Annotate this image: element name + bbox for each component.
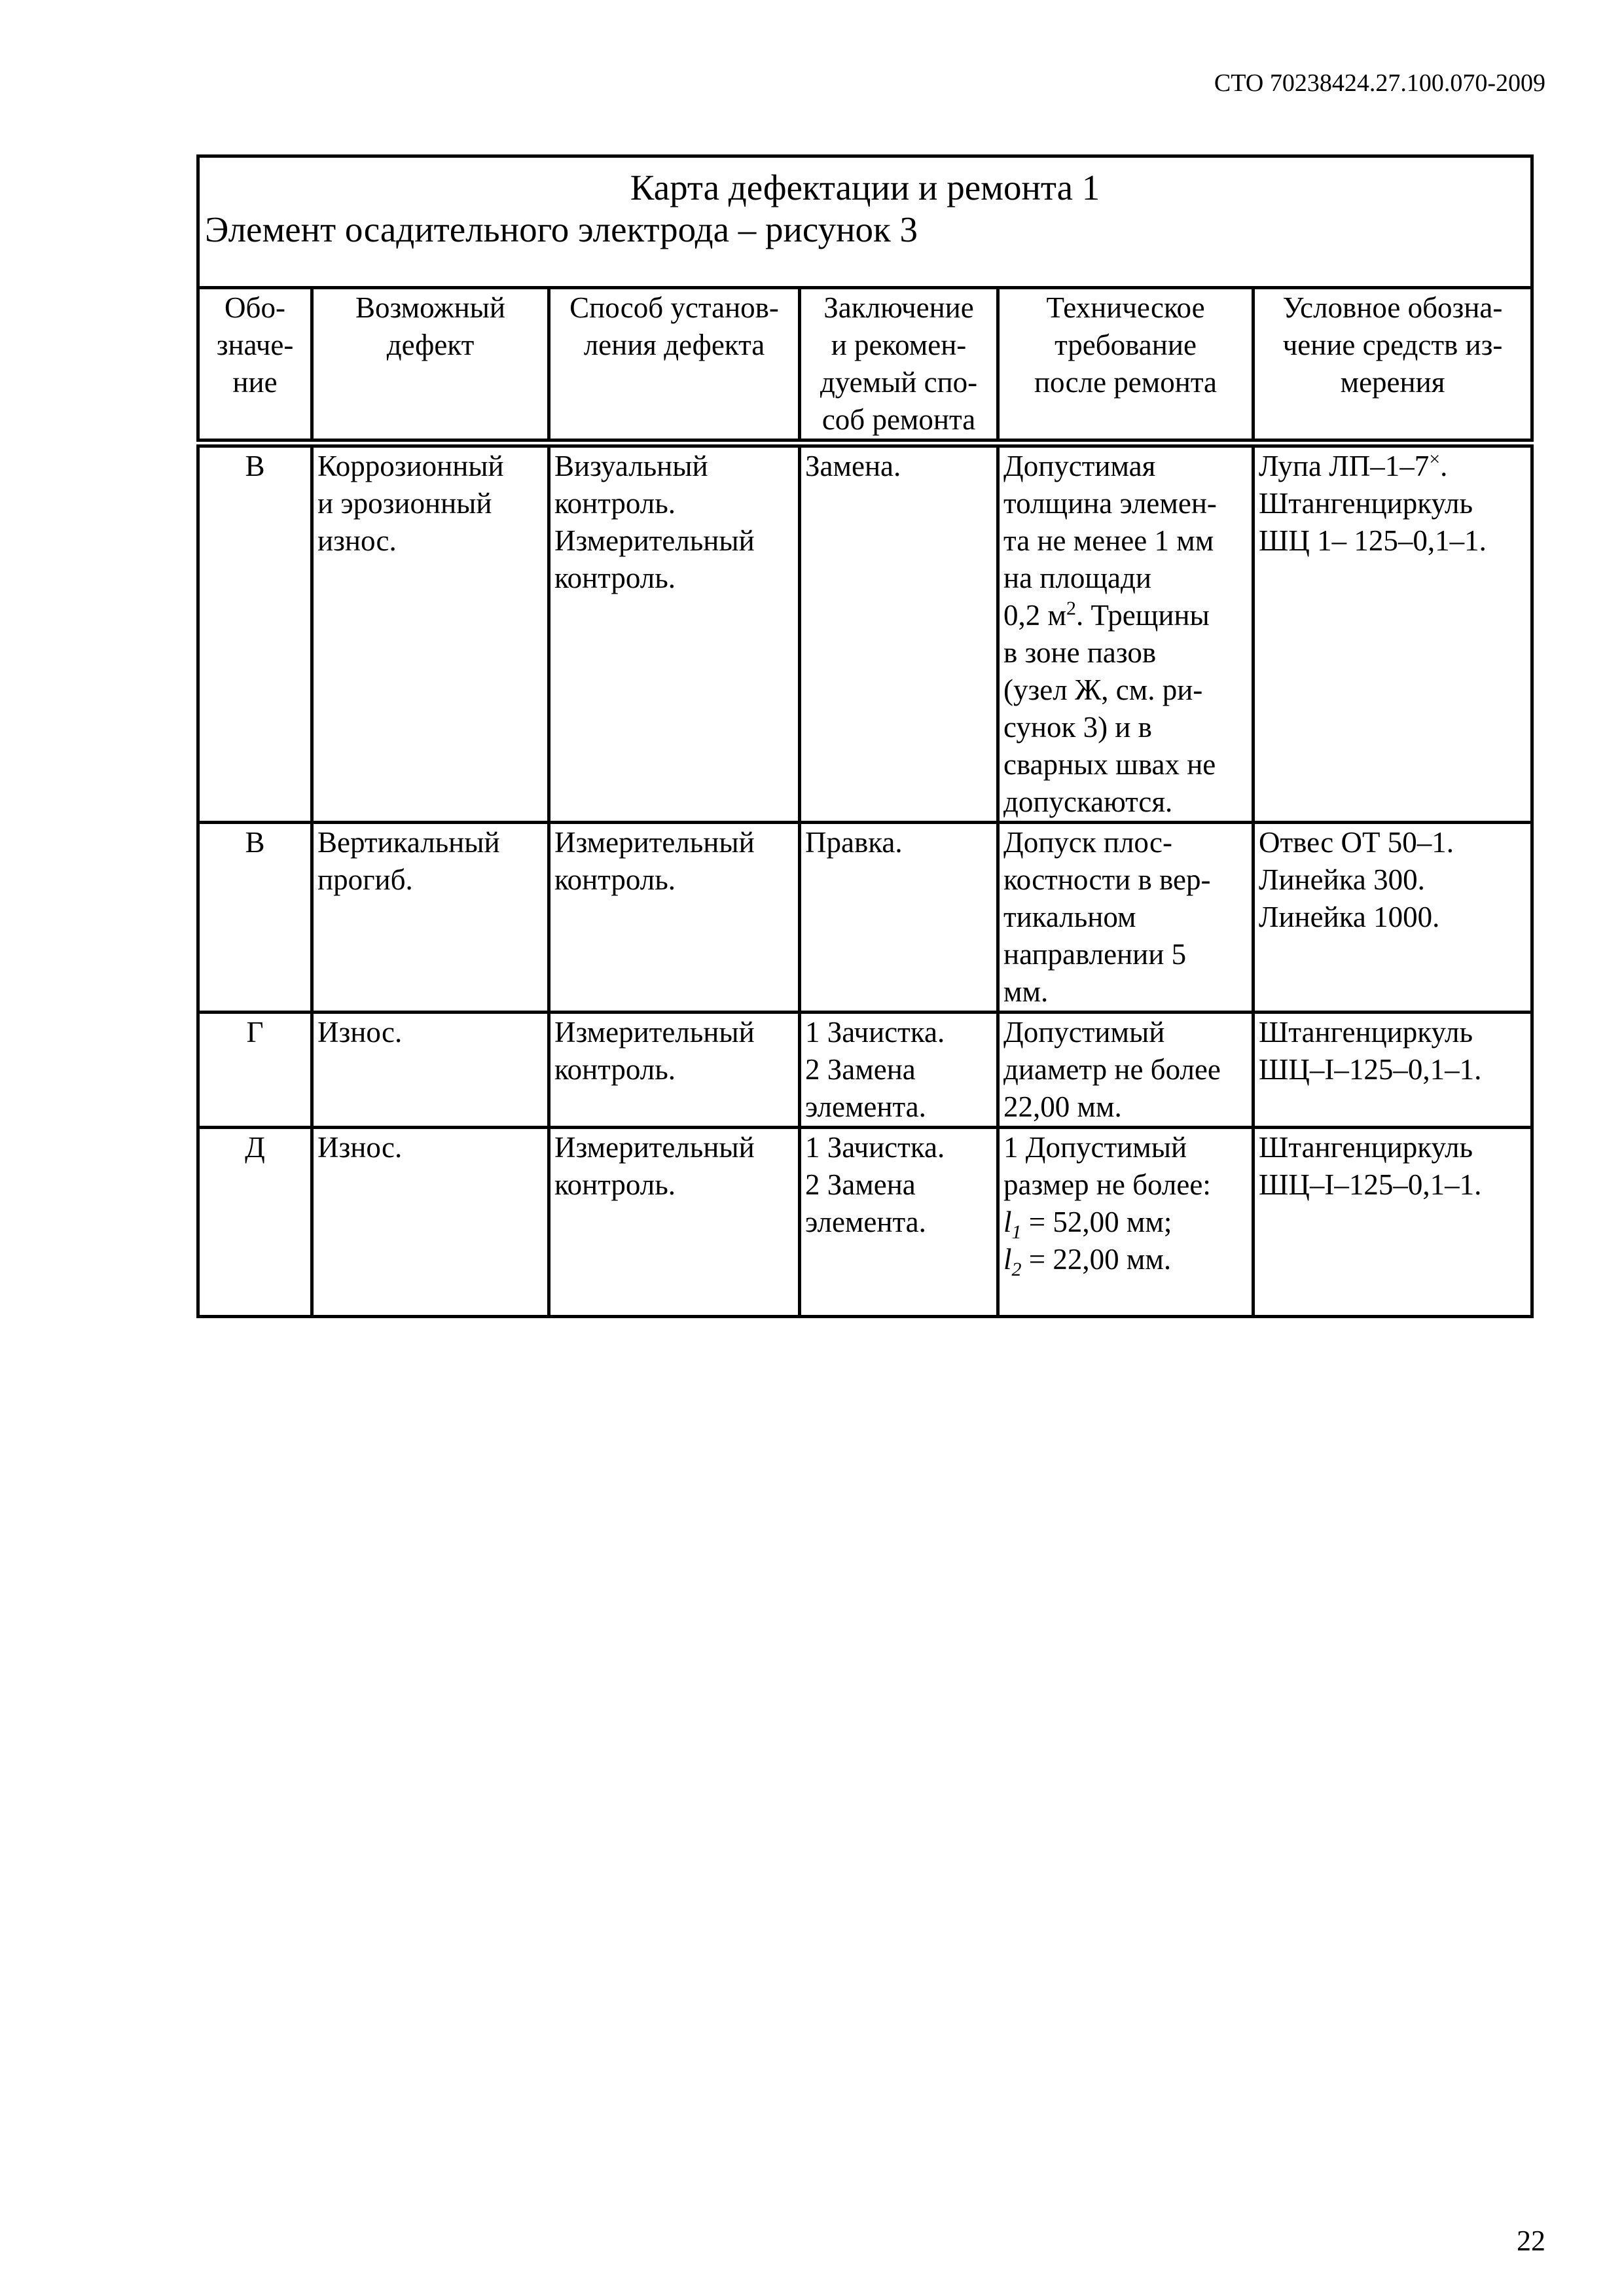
table-row [198,823,1532,1013]
row-requirement: Допустимый диаметр не более 22,00 мм. [998,1013,1254,1128]
column-header-code: Обо- значе- ние [198,288,312,444]
document-code: СТО 70238424.27.100.070-2009 [1214,69,1545,97]
row-requirement: Допуск плос- костности в вер- тикальном направлении 5 мм. [998,823,1254,1013]
row-code: В [198,823,312,1013]
table-row [198,1128,1532,1317]
row-tools: Штангенциркуль ШЦ–I–125–0,1–1. [1254,1128,1532,1317]
row-tools: Лупа ЛП–1–7×. Штангенциркуль ШЦ 1– 125–0,1–1. [1254,443,1532,823]
column-header-repair: Заключение и рекомен- дуемый спо- соб ремонта [800,288,998,444]
row-code: Г [198,1013,312,1128]
row-defect: Износ. [312,1128,549,1317]
row-repair: Замена. [800,443,998,823]
defect-repair-card-table [196,154,1534,1318]
row-requirement: 1 Допустимый размер не более: $l_1 = 52,00$ мм; $l_2 = 22,00$ мм. [998,1128,1254,1317]
row-repair: Правка. [800,823,998,1013]
page-number: 22 [1517,2225,1545,2257]
row-method: Визуальный контроль. Измерительный контроль. [549,443,800,823]
row-code: В [198,443,312,823]
column-header-requirement: Техническое требование после ремонта [998,288,1254,444]
row-tools: Штангенциркуль ШЦ–I–125–0,1–1. [1254,1013,1532,1128]
column-header-tools: Условное обозна- чение средств из- мерения [1254,288,1532,444]
column-header-defect: Возможный дефект [312,288,549,444]
row-defect: Вертикальный прогиб. [312,823,549,1013]
card-title: Карта дефектации и ремонта 1 [630,168,1100,207]
table-row [198,1013,1532,1128]
row-tools: Отвес ОТ 50–1. Линейка 300. Линейка 1000. [1254,823,1532,1013]
card-title-cell [198,156,1532,288]
row-defect: Коррозионный и эрозионный износ. [312,443,549,823]
row-code: Д [198,1128,312,1317]
card-subtitle: Элемент осадительного электрода – рисунок 3 [205,209,918,249]
row-repair: 1 Зачистка. 2 Замена элемента. [800,1013,998,1128]
row-requirement: Допустимая толщина элемен- та не менее 1 мм на площади 0,2 $м^2$. Трещины в зоне пазов (узел Ж, см. ри- сунок 3) и в сварных швах не допускаются. [998,443,1254,823]
table-row [198,443,1532,823]
row-method: Измерительный контроль. [549,823,800,1013]
row-method: Измерительный контроль. [549,1013,800,1128]
row-repair: 1 Зачистка. 2 Замена элемента. [800,1128,998,1317]
row-defect: Износ. [312,1013,549,1128]
column-header-method: Способ установ- ления дефекта [549,288,800,444]
table-header-row [198,288,1532,444]
row-method: Измерительный контроль. [549,1128,800,1317]
